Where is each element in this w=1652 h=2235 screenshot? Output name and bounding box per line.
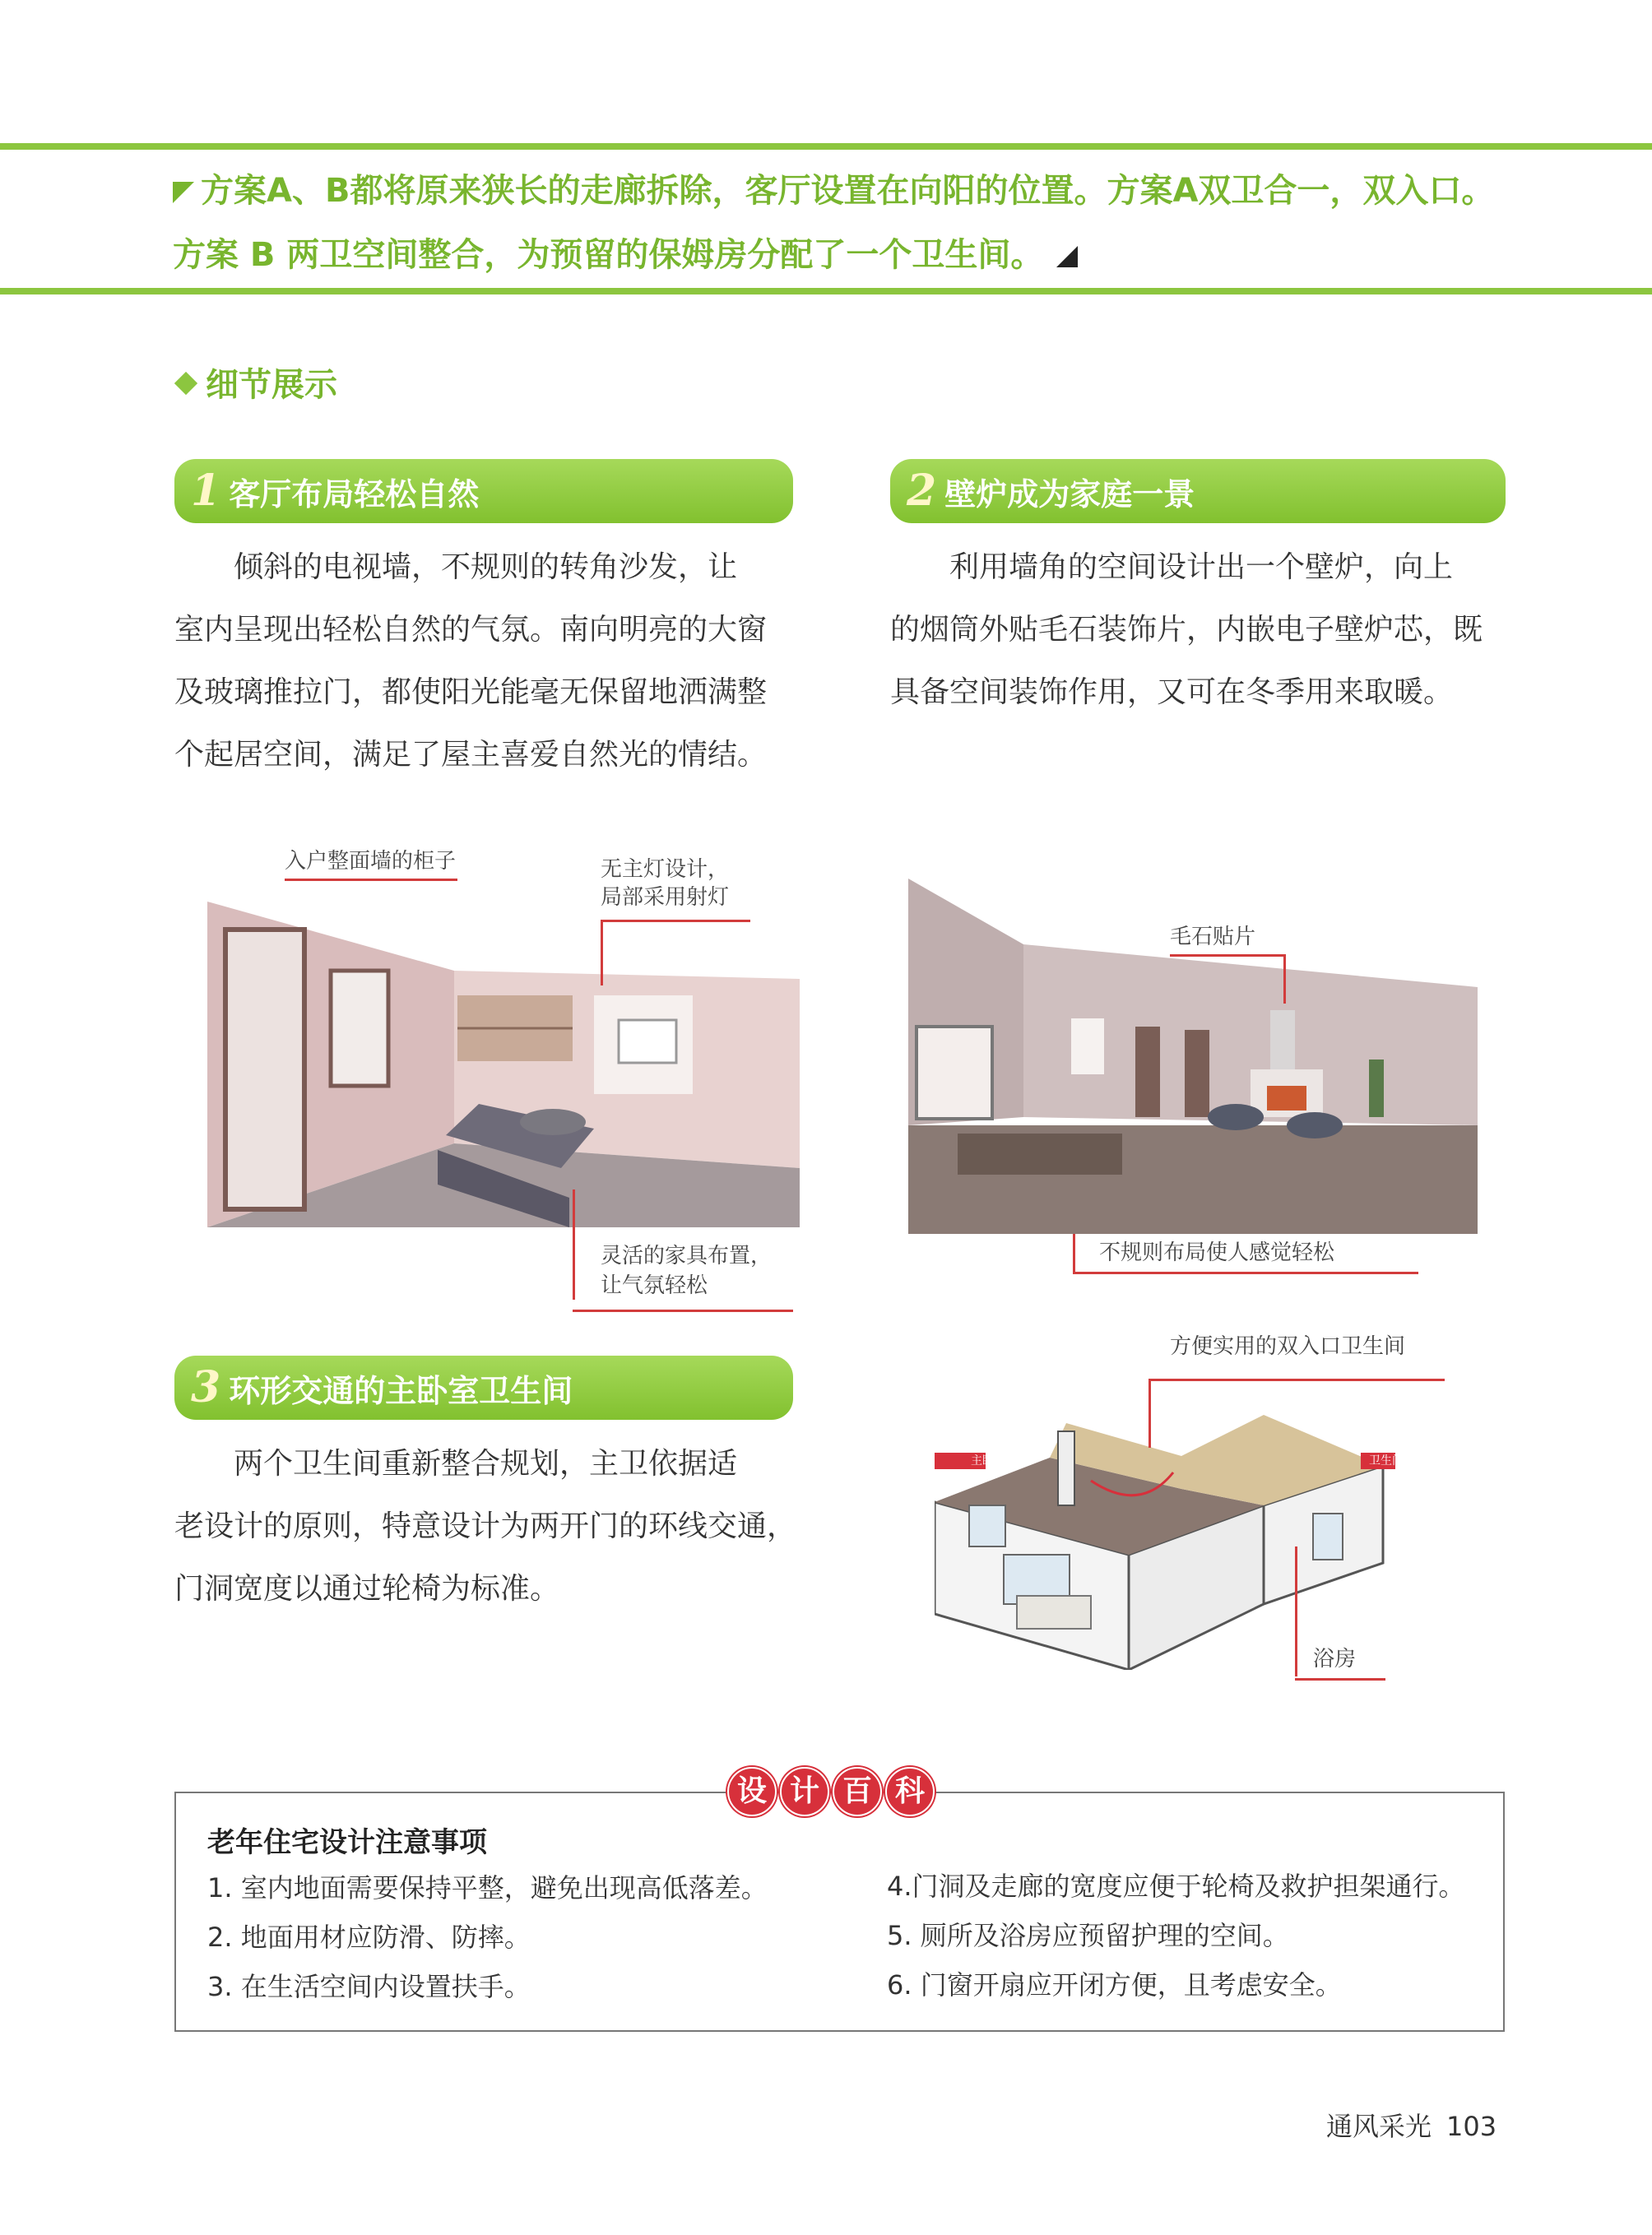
callout-line	[1149, 1379, 1151, 1448]
design-encyclopedia-badge	[727, 1767, 935, 1816]
label-master-bedroom: 主卧室	[971, 1454, 1005, 1468]
diamond-bullet-icon	[174, 372, 197, 395]
badge-char: 计	[780, 1767, 829, 1816]
badge-char: 科	[885, 1767, 935, 1816]
text-line: 具备空间装饰作用，又可在冬季用来取暖。	[890, 675, 1454, 709]
callout-shower: 浴房	[1313, 1647, 1357, 1672]
callout-lighting-2: 局部采用射灯	[601, 885, 730, 910]
section-title-text: 壁炉成为家庭一景	[944, 476, 1195, 512]
section-number: 2	[907, 466, 937, 516]
section-title-text: 环形交通的主卧室卫生间	[229, 1373, 573, 1409]
text-line: 两个卫生间重新整合规划，主卫依据适	[234, 1447, 738, 1481]
bottom-rule	[0, 288, 1652, 294]
badge-char: 百	[833, 1767, 882, 1816]
callout-line	[573, 1189, 575, 1300]
section-3-heading	[174, 1356, 793, 1420]
top-rule	[0, 143, 1652, 150]
callout-line	[601, 920, 750, 922]
chapter-name: 通风采光	[1326, 2111, 1432, 2142]
callout-stone: 毛石贴片	[1170, 925, 1256, 949]
section-number: 3	[191, 1362, 221, 1412]
intro-line-1: 方案A、B都将原来狭长的走廊拆除，客厅设置在向阳的位置。方案A双卫合一，双入口。	[173, 161, 1588, 220]
callout-layout: 不规则布局使人感觉轻松	[1099, 1240, 1335, 1265]
callout-line	[573, 1310, 793, 1312]
intro-line-2: 方案 B 两卫空间整合，为预留的保姆房分配了一个卫生间。	[173, 225, 1588, 285]
text-line: 室内呈现出轻松自然的气氛。南向明亮的大窗	[174, 613, 768, 647]
tip-item: 3. 在生活空间内设置扶手。	[207, 1971, 531, 2002]
tip-item: 1. 室内地面需要保持平整，避免出现高低落差。	[207, 1872, 768, 1903]
section-1-text	[174, 536, 800, 786]
callout-line	[1149, 1379, 1445, 1381]
section-2-heading	[890, 459, 1506, 523]
text-line: 利用墙角的空间设计出一个壁炉，向上	[949, 550, 1454, 584]
callout-furniture-2: 让气氛轻松	[601, 1273, 708, 1298]
corner-triangle-icon	[173, 182, 194, 203]
corner-triangle-icon	[1056, 246, 1078, 267]
callout-line	[1073, 1234, 1075, 1272]
callout-lighting-1: 无主灯设计，	[601, 857, 730, 882]
text-line: 的烟筒外贴毛石装饰片，内嵌电子壁炉芯，既	[890, 613, 1483, 647]
page-number: 103	[1446, 2111, 1497, 2142]
label-bathroom: 卫生间	[1369, 1454, 1404, 1468]
text-line: 个起居空间，满足了屋主喜爱自然光的情结。	[174, 738, 768, 772]
tip-item: 6. 门窗开扇应开闭方便，且考虑安全。	[887, 1969, 1342, 2001]
text-line: 老设计的原则，特意设计为两开门的环线交通，	[174, 1509, 797, 1543]
section-title: 细节展示	[178, 359, 337, 406]
info-title: 老年住宅设计注意事项	[207, 1826, 487, 1859]
callout-furniture-1: 灵活的家具布置，	[601, 1244, 773, 1268]
section-2-text	[890, 536, 1515, 724]
callout-line	[1170, 954, 1285, 957]
callout-line	[1283, 954, 1286, 1004]
bathroom-illustration	[935, 1398, 1395, 1670]
section-1-heading	[174, 459, 793, 523]
callout-dual-entry: 方便实用的双入口卫生间	[1170, 1334, 1406, 1359]
tip-item: 4.门洞及走廊的宽度应便于轮椅及救护担架通行。	[887, 1871, 1465, 1902]
callout-line	[1073, 1272, 1418, 1274]
section-title-text: 客厅布局轻松自然	[229, 476, 480, 512]
callout-cabinet: 入户整面墙的柜子	[285, 849, 457, 874]
text-line: 倾斜的电视墙，不规则的转角沙发，让	[234, 550, 738, 584]
callout-line	[285, 879, 457, 881]
text-line: 及玻璃推拉门，都使阳光能毫无保留地洒满整	[174, 675, 768, 709]
section-number: 1	[191, 466, 221, 516]
tip-item: 5. 厕所及浴房应预留护理的空间。	[887, 1920, 1289, 1951]
section-3-text	[174, 1433, 800, 1621]
text-line: 门洞宽度以通过轮椅为标准。	[174, 1572, 560, 1606]
callout-line	[1295, 1546, 1297, 1676]
living-room-illustration	[207, 872, 800, 1250]
tip-item: 2. 地面用材应防滑、防摔。	[207, 1922, 531, 1953]
badge-char: 设	[727, 1767, 777, 1816]
page-footer	[1326, 2106, 1497, 2144]
callout-line	[601, 920, 603, 985]
callout-line	[1295, 1678, 1385, 1681]
